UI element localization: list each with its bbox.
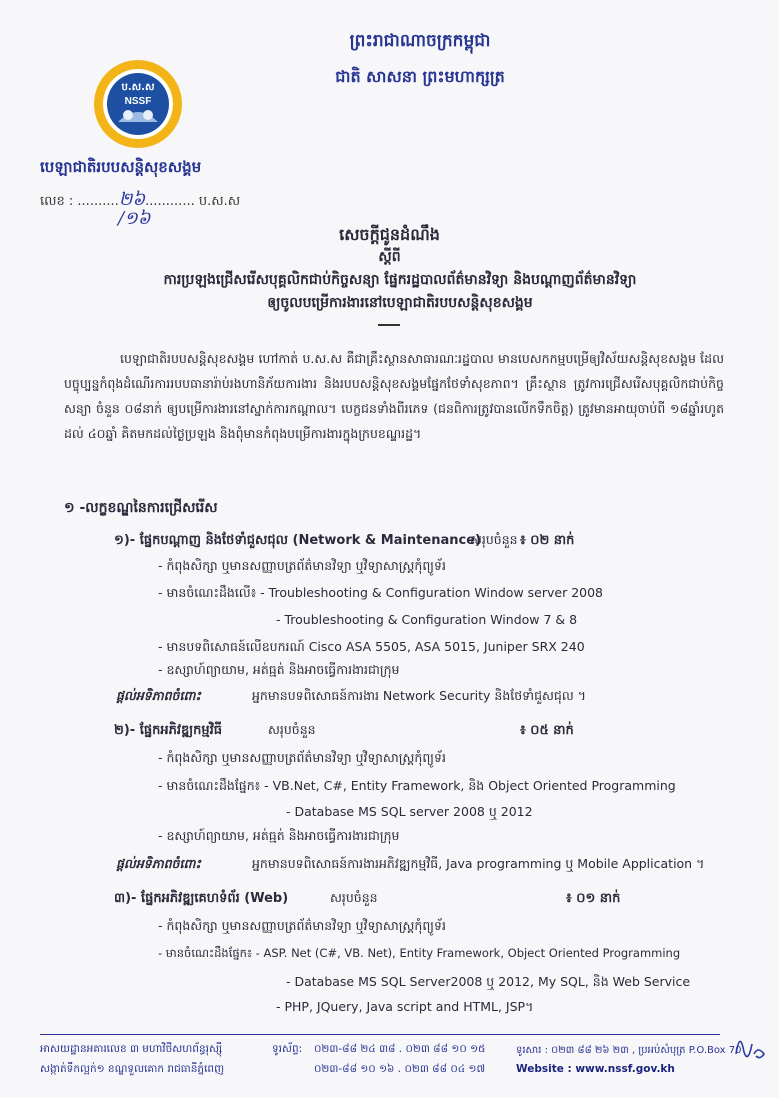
footer-divider [40,1034,720,1035]
reference-year: /១៦ [118,208,151,229]
position-1-req-2: - មានចំណេះដឹងលើ៖ - Troubleshooting & Configuration Window server 2008 [158,585,604,600]
position-1-req-5: - ឧស្សាហ៍ព្យាយាម, អត់ធ្មត់ និងអាចធ្វើការងារជាក្រុម [158,662,400,677]
notice-title: សេចក្តីជូនដំណឹង [339,225,440,244]
position-2-req-3: - Database MS SQL server 2008 ឬ 2012 [286,804,533,819]
svg-text:NSSF: NSSF [124,96,152,107]
notice-subject: ការប្រឡងជ្រើសរើសបុគ្គលិកជាប់កិច្ចសន្យា ផ្នែករដ្ឋបាលព័ត៌មានវិទ្យា និងបណ្តាញព័ត៌មានវិទ្យា [163,272,637,288]
kingdom-title: ព្រះរាជាណាចក្រកម្ពុជា [349,31,491,51]
reference-suffix: ប.ស.ស [198,194,241,209]
agency-name: បេឡាជាតិរបបសន្តិសុខសង្គម [40,158,202,176]
footer-address-line-1: អាសយដ្ឋានអគារលេខ ៣ មហាវិថីសហព័ន្ធរុស្ស៊ី [40,1043,223,1055]
position-1-req-1: - កំពុងសិក្សា ឬមានសញ្ញាបត្រព័ត៌មានវិទ្យា ឬវិទ្យាសាស្ត្រកុំព្យូទ័រ [158,558,446,573]
position-3-title: ៣)- ផ្នែកអភិវឌ្ឍគេហទំព័រ (Web) [114,891,289,906]
notice-subject-label: ស្តីពី [378,249,401,265]
position-3-total-label: សរុបចំនួន [330,890,378,905]
position-2-total-label: សរុបចំនួន [268,722,316,737]
position-3-req-2: - មានចំណេះដឹងផ្នែក៖ - ASP. Net (C#, VB. Net), Entity Framework, Object Oriented Programming [158,946,681,960]
position-2-title: ២)- ផ្នែកអភិវឌ្ឍកម្មវិធី [114,723,222,738]
position-2-priority-label: ផ្តល់អទិភាពចំពោះ [116,856,201,871]
position-3-req-4: - PHP, JQuery, Java script and HTML, JSP។ [276,999,534,1014]
position-1-total-label: សរុបចំនួន [470,532,518,547]
position-3-req-3: - Database MS SQL Server2008 ឬ 2012, My SQL, និង Web Service [286,974,691,989]
position-3-total: ៖ ០១ នាក់ [566,891,621,906]
position-2-priority: អ្នកមានបទពិសោធន៍ការងារអភិវឌ្ឍកម្មវិធី, Java programming ឬ Mobile Application ។ [252,856,705,871]
footer-phone-1: ០២៣-៨៨ ២៤ ៣៨ . ០២៣ ៨៨ ១០ ១៥ [314,1043,486,1055]
reference-label: លេខ : [40,194,74,209]
svg-text:ប.ស.ស: ប.ស.ស [121,82,155,93]
position-1-total: ៖ ០២ នាក់ [520,533,575,548]
footer-phone-label: ទូរស័ព្ទ: [272,1043,303,1055]
national-motto: ជាតិ សាសនា ព្រះមហាក្សត្រ [335,67,505,86]
reference-number: លេខ : ..........២៦............ ប.ស.ស [40,189,241,210]
footer-website: Website : www.nssf.gov.kh [516,1063,675,1075]
footer-address-line-2: សង្កាត់ទឹកល្អក់១ ខណ្ឌទួលគោក រាជធានីភ្នំពេញ [40,1063,225,1075]
position-2-req-2: - មានចំណេះដឹងផ្នែក៖ - VB.Net, C#, Entity Framework, និង Object Oriented Programming [158,778,676,793]
notice-subject-continued: ឲ្យចូលបម្រើការងារនៅបេឡាជាតិរបបសន្តិសុខសង្គម [267,295,533,311]
intro-paragraph: បេឡាជាតិរបបសន្តិសុខសង្គម ហៅកាត់ ប.ស.ស គឺជាគ្រឹះស្ថានសាធារណៈរដ្ឋបាល មានបេសកកម្មបម្រើឲ្យវិស័យសន្តិសុខសង្គម ដែលបច្ចុប្បន្នកំពុងដំណើរការរបបធានារ៉ាប់រងហានិភ័យការងារ និងរបបសន្តិសុខសង្គមផ្នែកថែទាំសុខភាព។ គ្រឹះស្ថាន ត្រូវការជ្រើសរើសបុគ្គលិកជាប់កិច្ចសន្យា ចំនួន ០៨នាក់ ឲ្យបម្រើការងារនៅស្នាក់ការកណ្តាល។ បេក្ខជនទាំងពីរភេទ (ជនពិការត្រូវបានលើកទឹកចិត្ត) ត្រូវមានអាយុចាប់ពី ១៨ឆ្នាំរហូតដល់ ៤០ឆ្នាំ គិតមកដល់ថ្ងៃប្រឡង និងពុំមានកំពុងបម្រើការងារក្នុងក្របខណ្ឌរដ្ឋ។ [64,351,724,441]
position-1-title: ១)- ផ្នែកបណ្តាញ និងថែទាំជួសជុល (Network & Maintenance) [114,533,481,548]
position-2-total: ៖ ០៥ នាក់ [520,723,574,738]
section-heading: ១ -លក្ខខណ្ឌនៃការជ្រើសរើស [64,500,218,516]
position-3-req-1: - កំពុងសិក្សា ឬមានសញ្ញាបត្រព័ត៌មានវិទ្យា ឬវិទ្យាសាស្ត្រកុំព្យូទ័រ [158,918,446,933]
position-1-req-4: - មានបទពិសោធន៍លើឧបករណ៍ Cisco ASA 5505, ASA 5015, Juniper SRX 240 [158,639,585,654]
handwritten-initials [728,1024,772,1068]
title-divider [378,324,400,326]
position-1-priority: អ្នកមានបទពិសោធន៍ការងារ Network Security និងថែទាំជួសជុល ។ [252,688,586,703]
nssf-logo [78,52,198,154]
position-1-req-3: - Troubleshooting & Configuration Window 7 & 8 [276,612,578,627]
position-2-req-1: - កំពុងសិក្សា ឬមានសញ្ញាបត្រព័ត៌មានវិទ្យា ឬវិទ្យាសាស្ត្រកុំព្យូទ័រ [158,750,446,765]
reference-handwritten-number: ២៦ [118,189,146,210]
footer-phone-2: ០២៣-៨៨ ១០ ១៦ . ០២៣ ៨៨ ០៤ ១៧ [314,1063,486,1075]
position-1-priority-label: ផ្តល់អទិភាពចំពោះ [116,688,201,703]
position-2-req-4: - ឧស្សាហ៍ព្យាយាម, អត់ធ្មត់ និងអាចធ្វើការងារជាក្រុម [158,828,400,843]
footer-fax: ទូរសារ : ០២៣ ៨៨ ២៦ ២៣ , ប្រអប់សំបុត្រ P.O.Box 70 [516,1045,742,1056]
